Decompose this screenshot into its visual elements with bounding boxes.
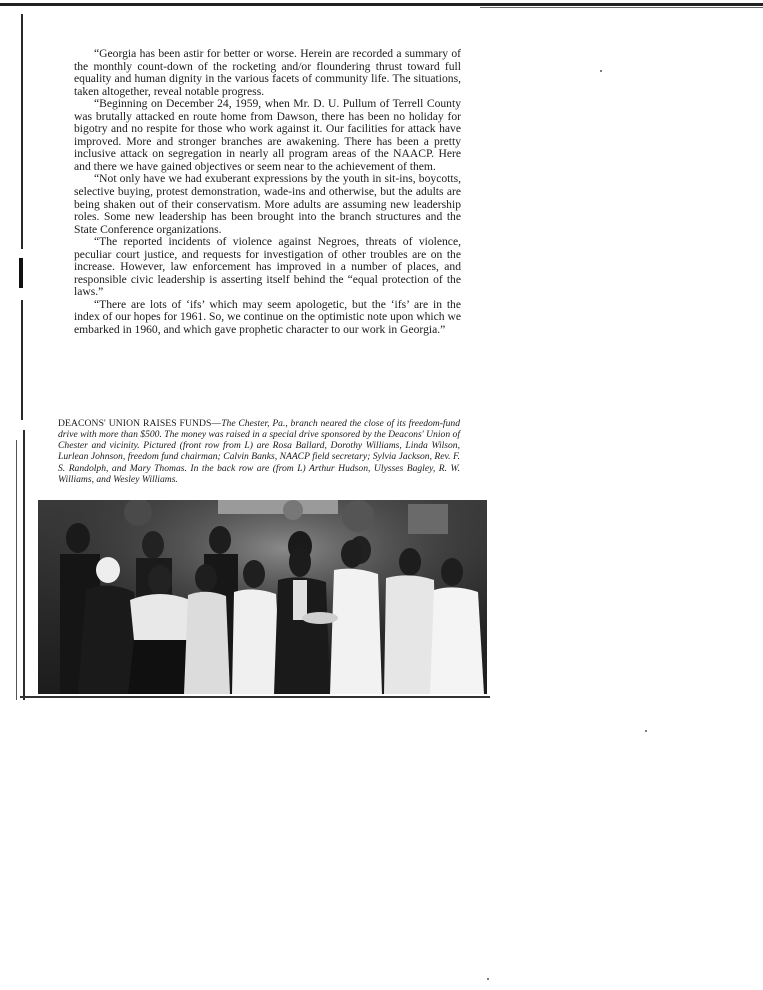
article-paragraph: “The reported incidents of violence against Negroes, threats of violence, peculiar court justice, and requests for investigation of other troubles are on the increase. However, law enforcement has improved in a number of places, and responsible civic leadership is asserting itself behind the “equal protection of the laws.” [74,235,461,299]
caption-text: The Chester, Pa., branch neared the close of its freedom-fund drive with more than $500. The money was raised in a special drive sponsored by the Deacons' Union of Chester and vicinity. Pictured (front row from L) are Rosa Ballard, Dorothy Williams, Linda Wilson, Lurlean Johnson, freedom fund chairman; Calvin Banks, NAACP field secretary; Sylvia Jackson, Rev. F. S. Randolph, and Mary Thomas. In the back row are (from L) Arthur Hudson, Ulysses Bagley, R. W. Williams, and Wesley Williams. [58,418,460,485]
photo-bottom-rule [20,696,490,698]
article-paragraph: “There are lots of ‘ifs’ which may seem apologetic, but the ‘ifs’ are in the index of our hopes for 1961. So, we continue on the optimistic note upon which we embarked in 1960, and which gave prophetic character to our work in Georgia.” [74,297,461,337]
top-page-rule [0,3,763,6]
article-body [74,48,461,337]
scan-speck [600,70,602,72]
binding-margin-line [23,430,25,700]
top-page-rule-thin [480,7,763,8]
article-paragraph: “Georgia has been astir for better or worse. Herein are recorded a summary of the monthly count-down of the rocketing and/or floundering thrust toward full equality and human dignity in the various facets of community life. The situations, taken altogether, reveal notable progress. [74,47,461,98]
binding-margin-line [21,300,23,420]
article-paragraph: “Not only have we had exuberant expressions by the youth in sit-ins, boycotts, selective buying, protest demonstration, wade-ins and otherwise, but the adults are being shaken out of their conservatism. More adults are assuming new leadership roles. Some new leadership has been brought into the branch structures and the State Conference organizations. [74,172,461,236]
group-photo-icon [38,500,487,694]
article-paragraph: “Beginning on December 24, 1959, when Mr. D. U. Pullum of Terrell County was brutally attacked en route home from Dawson, there has been no holiday for bigotry and no respite for those who work against it. Our facilities for attack have improved. More and stronger branches are awakening. There has been a pretty inclusive attack on segregation in nearly all program areas of the NAACP. Here and there we have gained objectives or seem near to the achievement of them. [74,97,461,173]
scan-speck [645,730,647,732]
binding-margin-line [21,14,23,249]
binding-margin-mark [19,258,23,288]
group-photo [38,500,487,694]
binding-margin-line [16,440,17,700]
scan-speck [487,978,489,980]
photo-caption [58,418,460,485]
caption-headline: DEACONS' UNION RAISES FUNDS— [58,418,222,429]
